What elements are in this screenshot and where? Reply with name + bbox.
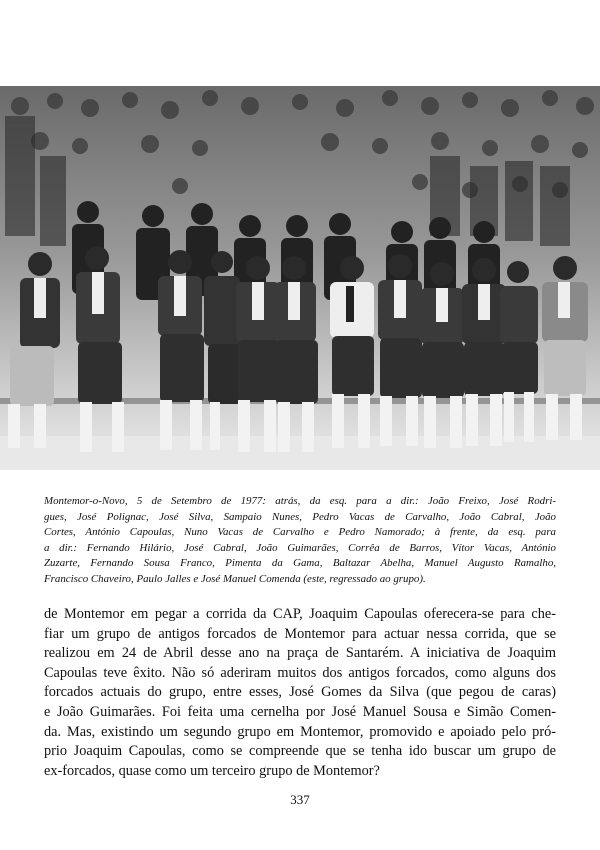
body-line: de Montemor em pegar a corrida da CAP, Joaquim Capoulas oferecera-se para che- (44, 606, 556, 622)
body-line: da. Mas, existindo um segundo grupo em Montemor, promovido e apoiado pelo pró- (44, 723, 556, 740)
page-number: 337 (290, 792, 310, 807)
body-line: prio Joaquim Capoulas, como se compreende que se tenha ido buscar um grupo de (44, 743, 556, 760)
body-line: Capoulas teve êxito. Não só aderiram muitos dos antigos forcados, como alguns dos (44, 664, 556, 681)
caption-line: Francisco Chaveiro, Paulo Jalles e José Manuel Comenda (este, regressado ao grupo). (44, 572, 426, 585)
body-paragraph (44, 605, 556, 781)
caption-line: Montemor-o-Novo, 5 de Setembro de 1977: atrás, da esq. para a dir.: João Freixo, José Rodri- (44, 495, 556, 507)
group-photo (0, 86, 600, 470)
photo-canvas (0, 86, 600, 470)
caption-line: Cortes, António Capoulas, Nuno Vacas de Carvalho e Pedro Namorado; à frente, da esq. para (44, 526, 556, 538)
body-line: forcados actuais do grupo, entre esses, José Gomes da Silva (que pegou de caras) (44, 684, 556, 701)
caption-line: a dir.: Fernando Hilário, José Cabral, João Guimarães, Corrêa de Barros, Vítor Vacas, António (44, 541, 556, 554)
body-line: e João Guimarães. Foi feita uma cernelha por José Manuel Sousa e Simão Comen- (44, 703, 556, 720)
body-line: realizou em 24 de Abril desse ano na praça de Santarém. A iniciativa de Joaquim (44, 645, 556, 662)
caption-line: gues, José Polignac, José Silva, Sampaio Nunes, Pedro Vacas de Carvalho, João Cabral, João (44, 510, 556, 523)
caption-line: Zuzarte, Fernando Sousa Franco, Pimenta da Gama, Baltazar Abelha, Manuel Augusto Ramalho, (44, 557, 556, 569)
photo-caption (44, 494, 556, 587)
body-line: fiar um grupo de antigos forcados de Montemor para actuar nessa corrida, que se (44, 625, 556, 642)
body-line: ex-forcados, quase como um terceiro grupo de Montemor? (44, 762, 380, 779)
